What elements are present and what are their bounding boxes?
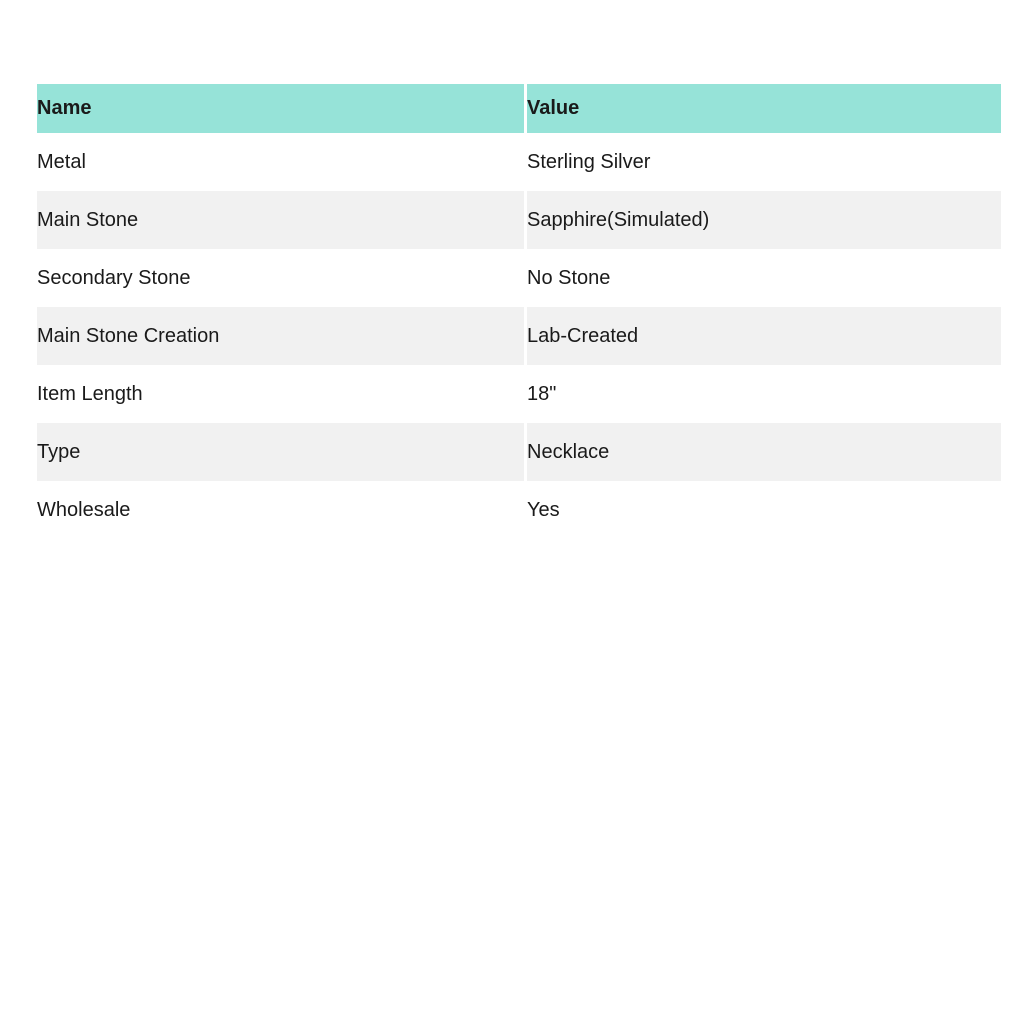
attribute-value: Lab-Created — [524, 307, 1001, 365]
table-row — [37, 133, 1001, 191]
attribute-name: Item Length — [37, 365, 524, 423]
table-row — [37, 365, 1001, 423]
attribute-name: Main Stone — [37, 191, 524, 249]
table-row — [37, 191, 1001, 249]
attribute-value: Yes — [524, 481, 1001, 539]
table-row — [37, 307, 1001, 365]
column-header-name: Name — [37, 84, 524, 133]
attribute-name: Main Stone Creation — [37, 307, 524, 365]
attribute-value: No Stone — [524, 249, 1001, 307]
attribute-name: Type — [37, 423, 524, 481]
table-header-row — [37, 84, 1001, 133]
table-row — [37, 423, 1001, 481]
column-header-value: Value — [524, 84, 1001, 133]
attribute-value: Necklace — [524, 423, 1001, 481]
attribute-name: Secondary Stone — [37, 249, 524, 307]
attribute-value: Sterling Silver — [524, 133, 1001, 191]
attribute-name: Wholesale — [37, 481, 524, 539]
table-row — [37, 249, 1001, 307]
attribute-value: 18" — [524, 365, 1001, 423]
attribute-value: Sapphire(Simulated) — [524, 191, 1001, 249]
product-spec-table — [37, 84, 1001, 539]
table-row — [37, 481, 1001, 539]
attribute-name: Metal — [37, 133, 524, 191]
